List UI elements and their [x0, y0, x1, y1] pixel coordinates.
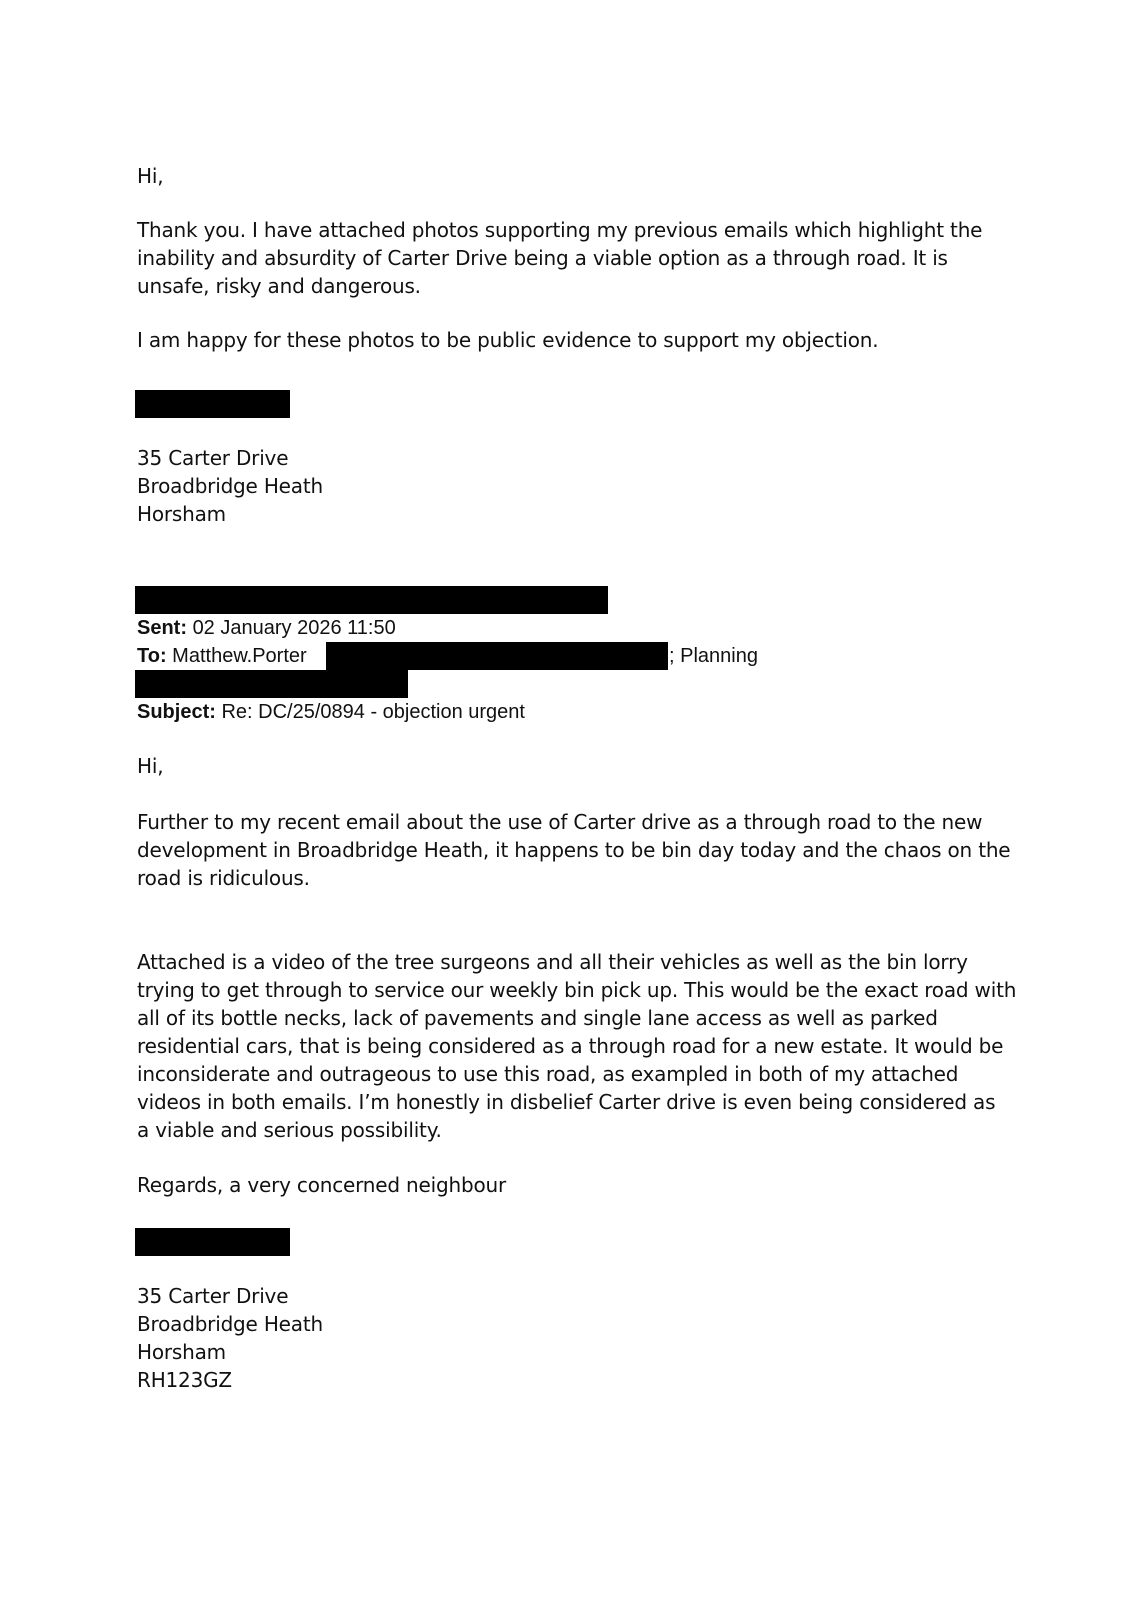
to-line	[137, 642, 307, 670]
address-line: 35 Carter Drive	[137, 1284, 289, 1308]
original-paragraph-1	[137, 808, 1011, 892]
original-greeting: Hi,	[137, 754, 164, 778]
paragraph-line: inconsiderate and outrageous to use this road, as exampled in both of my attached	[137, 1062, 959, 1086]
sent-value: 02 January 2026 11:50	[192, 617, 396, 639]
subject-label: Subject:	[137, 701, 216, 723]
address-line: 35 Carter Drive	[137, 446, 289, 470]
paragraph-line: residential cars, that is being considered as a through road for a new estate. It would be	[137, 1034, 1004, 1058]
paragraph-line: road is ridiculous.	[137, 866, 310, 890]
to-label: To:	[137, 645, 167, 667]
signoff: Regards, a very concerned neighbour	[137, 1173, 506, 1197]
redacted-cc-line	[135, 670, 408, 698]
reply-consent-line: I am happy for these photos to be public evidence to support my objection.	[137, 328, 879, 352]
paragraph-line: development in Broadbridge Heath, it happens to be bin day today and the chaos on the	[137, 838, 1011, 862]
subject-line	[137, 698, 525, 726]
redacted-sender-name	[135, 390, 290, 418]
address-line: Broadbridge Heath	[137, 1312, 323, 1336]
reply-body-line: inability and absurdity of Carter Drive being a viable option as a through road. It is	[137, 246, 948, 270]
address-line: Horsham	[137, 1340, 226, 1364]
sent-line	[137, 614, 396, 642]
original-paragraph-2	[137, 948, 1017, 1144]
paragraph-line: Attached is a video of the tree surgeons and all their vehicles as well as the bin lorry	[137, 950, 968, 974]
to-recipient: Matthew.Porter	[172, 645, 307, 667]
redacted-signature-name	[135, 1228, 290, 1256]
address-line: Horsham	[137, 502, 226, 526]
reply-body-line: unsafe, risky and dangerous.	[137, 274, 421, 298]
paragraph-line: trying to get through to service our weekly bin pick up. This would be the exact road with	[137, 978, 1017, 1002]
to-suffix: ; Planning	[669, 645, 758, 667]
paragraph-line: Further to my recent email about the use of Carter drive as a through road to the new	[137, 810, 983, 834]
redacted-email-address	[326, 642, 668, 670]
address-line: Broadbridge Heath	[137, 474, 323, 498]
redacted-from-line	[135, 586, 608, 614]
paragraph-line: videos in both emails. I’m honestly in disbelief Carter drive is even being considered as	[137, 1090, 996, 1114]
reply-greeting: Hi,	[137, 164, 164, 188]
paragraph-line: a viable and serious possibility.	[137, 1118, 442, 1142]
reply-body-line: Thank you. I have attached photos supporting my previous emails which highlight the	[137, 218, 983, 242]
reply-address-block	[137, 444, 1007, 528]
subject-value: Re: DC/25/0894 - objection urgent	[221, 701, 525, 723]
sent-label: Sent:	[137, 617, 187, 639]
original-address-block	[137, 1282, 1007, 1394]
paragraph-line: all of its bottle necks, lack of pavements and single lane access as well as parked	[137, 1006, 938, 1030]
address-line: RH123GZ	[137, 1368, 232, 1392]
reply-body-paragraph	[137, 216, 1007, 300]
